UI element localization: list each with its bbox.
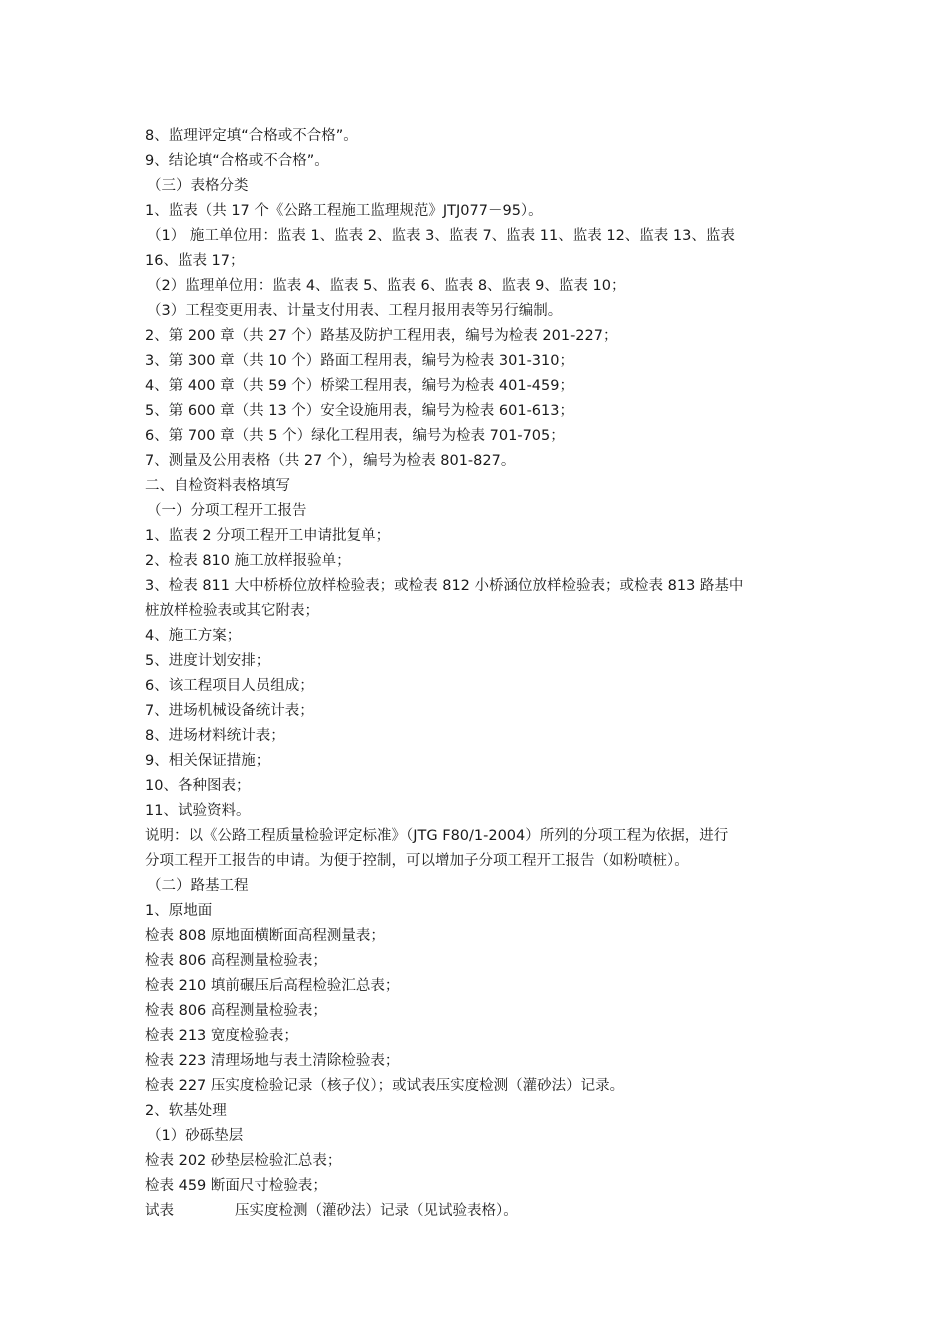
- text-line: 16、监表 17；: [145, 253, 245, 269]
- text-line: 5、第 600 章（共 13 个）安全设施用表，编号为检表 601-613；: [145, 403, 574, 419]
- text-line: 检表 808 原地面横断面高程测量表；: [145, 928, 385, 944]
- text-line: 1、原地面: [145, 903, 213, 919]
- text-line: 7、进场机械设备统计表；: [145, 703, 314, 719]
- text-line: 检表 459 断面尺寸检验表；: [145, 1178, 327, 1194]
- text-line: 分项工程开工报告的申请。为便于控制，可以增加子分项工程开工报告（如粉喷桩）。: [145, 853, 689, 869]
- text-line: 4、施工方案；: [145, 628, 242, 644]
- text-line: 检表 213 宽度检验表；: [145, 1028, 298, 1044]
- text-line: 4、第 400 章（共 59 个）桥梁工程用表，编号为检表 401-459；: [145, 378, 574, 394]
- text-line: 8、监理评定填“合格或不合格”。: [145, 128, 358, 144]
- text-line: 检表 227 压实度检验记录（核子仪）；或试表压实度检测（灌砂法）记录。: [145, 1078, 625, 1094]
- form-label: 试表: [145, 1203, 174, 1219]
- text-line: 检表 210 填前碾压后高程检验汇总表；: [145, 978, 400, 994]
- text-line: （2）监理单位用：监表 4、监表 5、监表 6、监表 8、监表 9、监表 10；: [147, 278, 626, 294]
- text-line: [145, 1199, 813, 1224]
- text-line: 11、试验资料。: [145, 803, 251, 819]
- form-description: 压实度检测（灌砂法）记录（见试验表格）。: [235, 1203, 518, 1219]
- text-line: 2、第 200 章（共 27 个）路基及防护工程用表，编号为检表 201-227；: [145, 328, 618, 344]
- text-line: 桩放样检验表或其它附表；: [145, 603, 319, 619]
- document-body: [145, 124, 813, 1224]
- text-line: 6、该工程项目人员组成；: [145, 678, 314, 694]
- text-line: 检表 202 砂垫层检验汇总表；: [145, 1153, 342, 1169]
- text-line: （1） 施工单位用：监表 1、监表 2、监表 3、监表 7、监表 11、监表 12、监表 13、监表: [147, 228, 735, 244]
- text-line: 检表 223 清理场地与表土清除检验表；: [145, 1053, 400, 1069]
- text-line: （3）工程变更用表、计量支付用表、工程月报用表等另行编制。: [147, 303, 563, 319]
- text-line: 检表 806 高程测量检验表；: [145, 1003, 327, 1019]
- section-heading: （二）路基工程: [147, 878, 249, 894]
- text-line: 2、软基处理: [145, 1103, 227, 1119]
- text-line: （1）砂砾垫层: [147, 1128, 244, 1144]
- text-line: 检表 806 高程测量检验表；: [145, 953, 327, 969]
- text-line: 1、监表（共 17 个《公路工程施工监理规范》JTJ077－95）。: [145, 203, 543, 219]
- text-line: 3、检表 811 大中桥桥位放样检验表；或检表 812 小桥涵位放样检验表；或检表 813 路基中: [145, 578, 744, 594]
- text-line: 2、检表 810 施工放样报验单；: [145, 553, 351, 569]
- text-line: 7、测量及公用表格（共 27 个），编号为检表 801-827。: [145, 453, 516, 469]
- text-line: 9、相关保证措施；: [145, 753, 271, 769]
- text-line: 说明：以《公路工程质量检验评定标准》（JTG F80/1-2004）所列的分项工程为依据，进行: [145, 828, 729, 844]
- text-line: 8、进场材料统计表；: [145, 728, 285, 744]
- text-line: 5、进度计划安排；: [145, 653, 271, 669]
- section-heading: （三）表格分类: [147, 178, 249, 194]
- text-line: 9、结论填“合格或不合格”。: [145, 153, 329, 169]
- text-line: 10、各种图表；: [145, 778, 251, 794]
- text-line: 1、监表 2 分项工程开工申请批复单；: [145, 528, 391, 544]
- text-line: 6、第 700 章（共 5 个）绿化工程用表，编号为检表 701-705；: [145, 428, 565, 444]
- text-line: 3、第 300 章（共 10 个）路面工程用表，编号为检表 301-310；: [145, 353, 574, 369]
- section-heading: （一）分项工程开工报告: [147, 503, 307, 519]
- section-heading: 二、自检资料表格填写: [145, 478, 290, 494]
